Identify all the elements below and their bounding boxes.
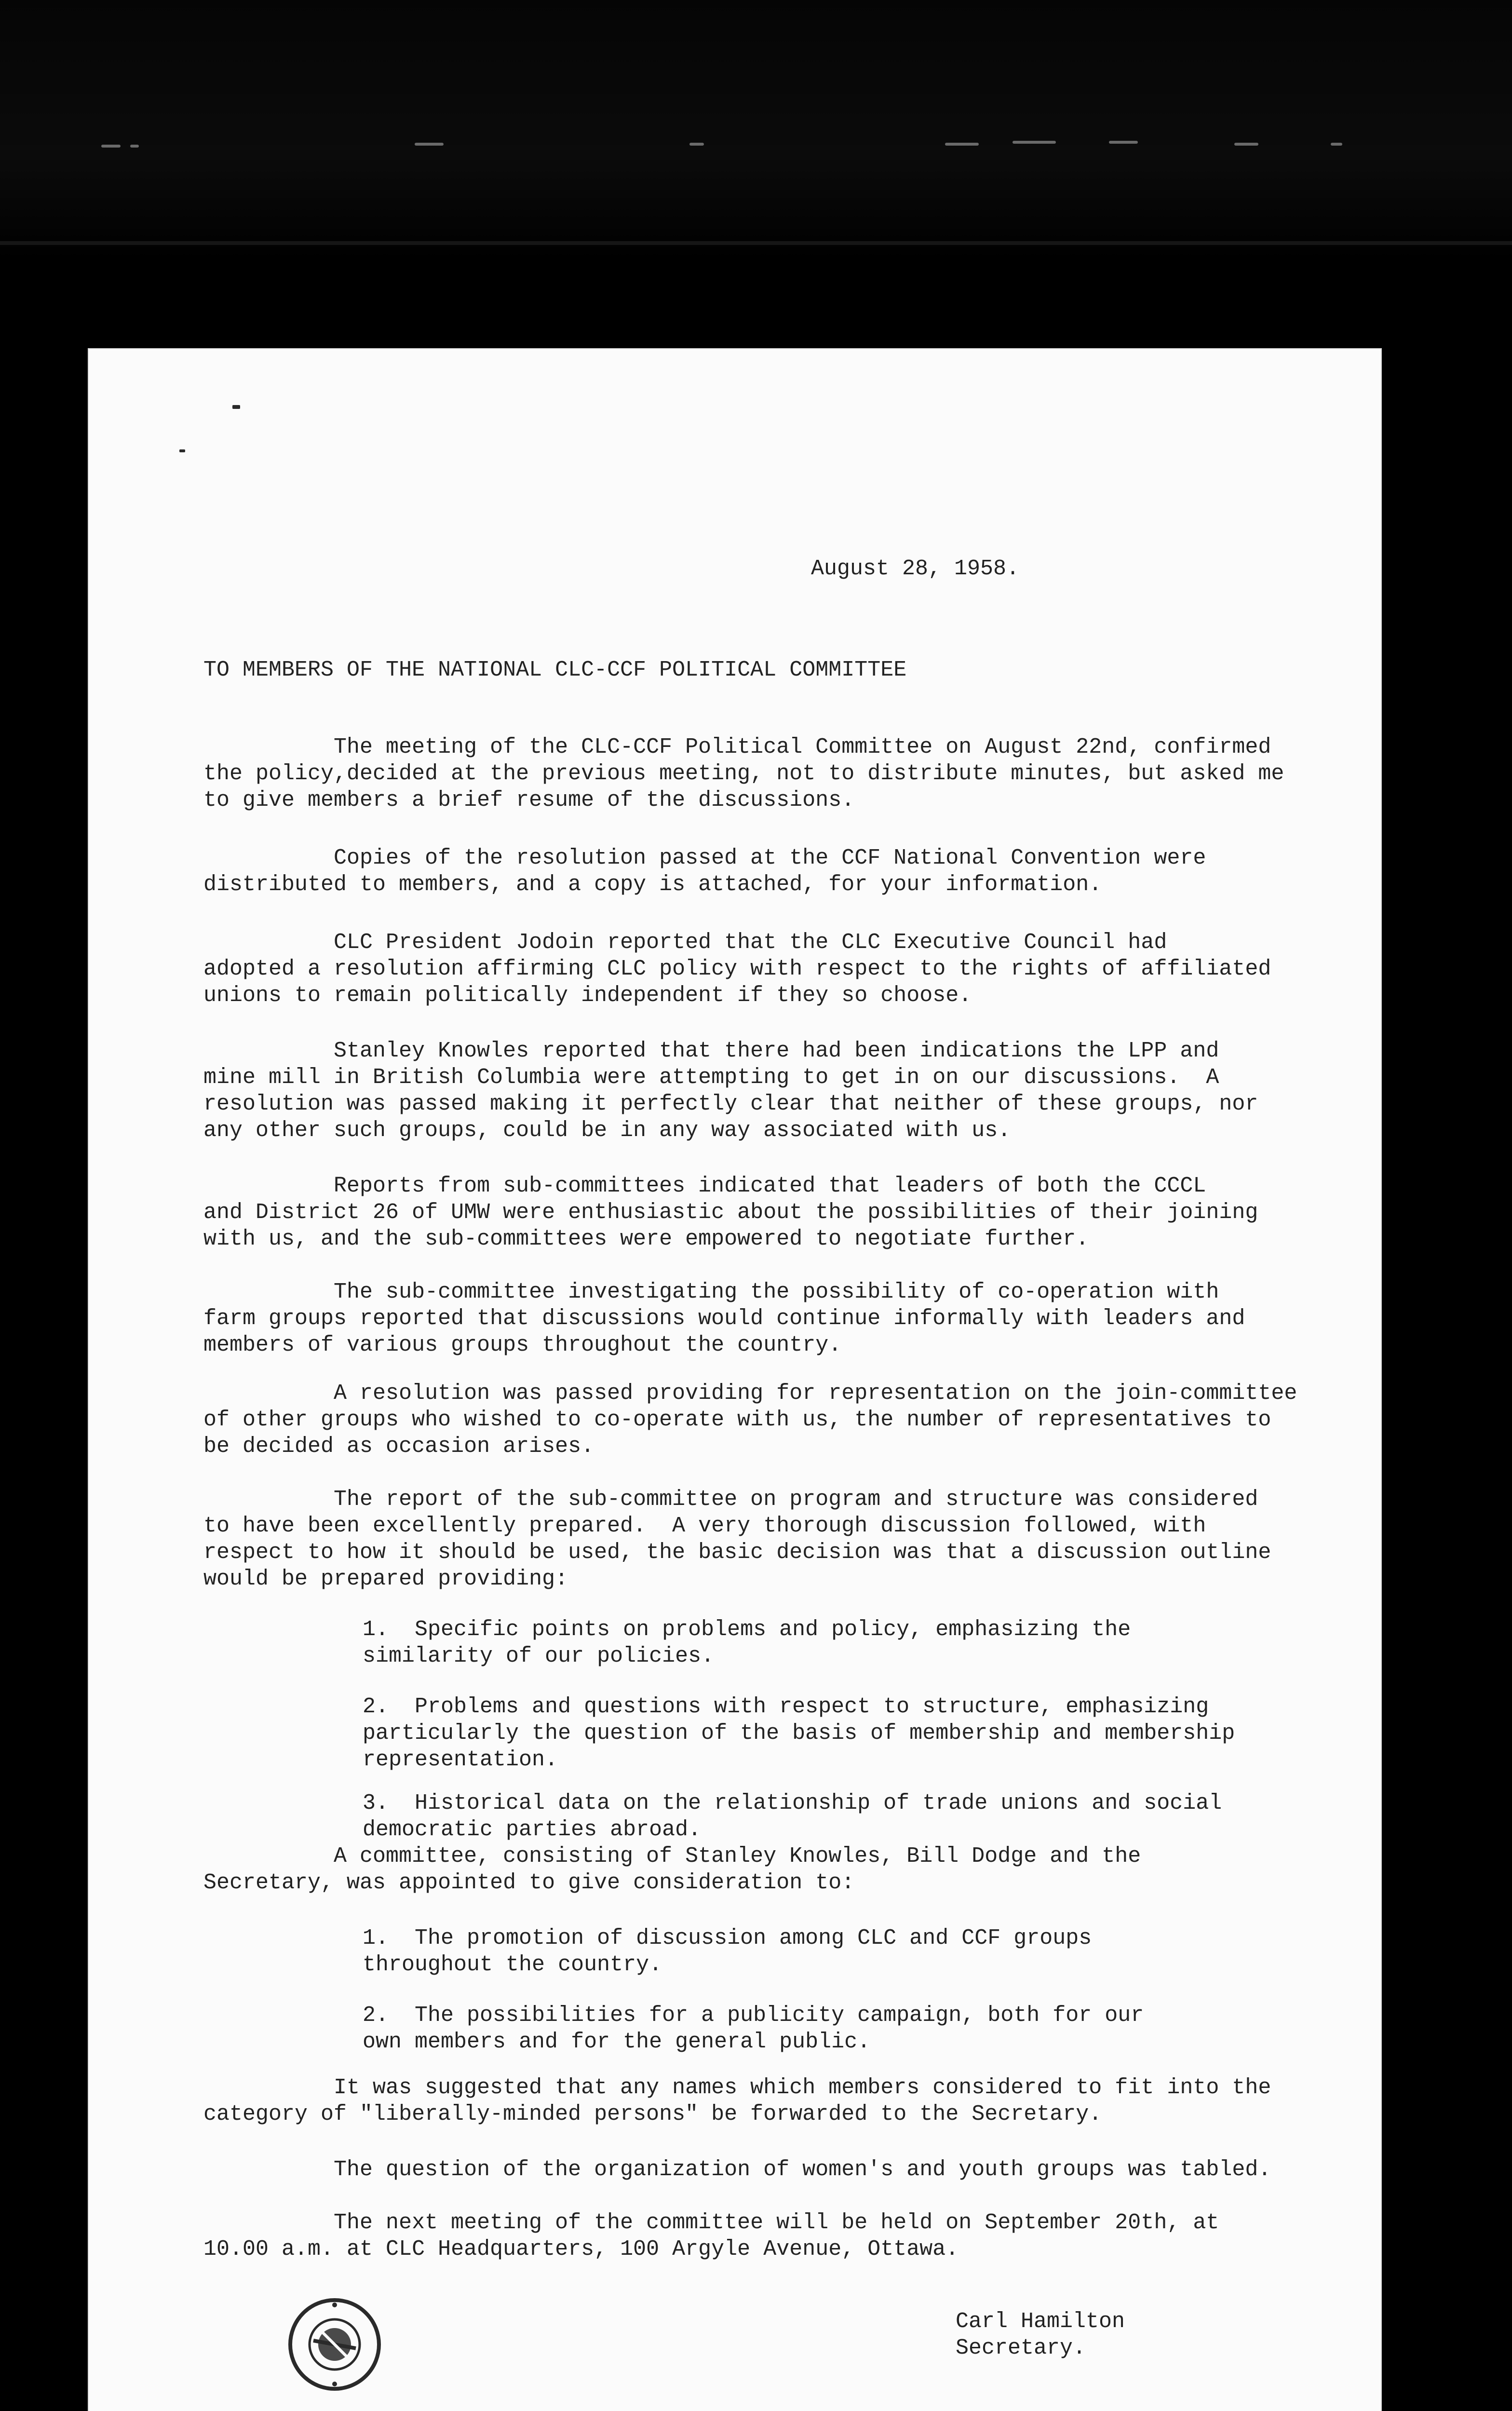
letter-date: August 28, 1958. bbox=[811, 556, 1020, 581]
letter-heading: TO MEMBERS OF THE NATIONAL CLC-CCF POLITICAL COMMITTEE bbox=[203, 658, 907, 682]
paragraph-committee: A committee, consisting of Stanley Knowles, Bill Dodge and the Secretary, was appointed to give consideration to: bbox=[203, 1844, 1141, 1895]
letter-page bbox=[88, 348, 1382, 2411]
film-speck bbox=[1012, 141, 1056, 144]
film-speck bbox=[945, 143, 979, 146]
paragraph-copies: Copies of the resolution passed at the CCF National Convention were distributed to members, and a copy is attached, for your information. bbox=[203, 846, 1206, 897]
signature-name: Carl Hamilton bbox=[956, 2309, 1125, 2334]
paragraph-next-meeting: The next meeting of the committee will be held on September 20th, at 10.00 a.m. at CLC Headquarters, 100 Argyle Avenue, Ottawa. bbox=[203, 2210, 1219, 2262]
outline-item-1: 1. Specific points on problems and policy, emphasizing the similarity of our policies. bbox=[363, 1617, 1131, 1668]
paragraph-sub-committees: Reports from sub-committees indicated that leaders of both the CCCL and District 26 of UMW were enthusiastic about the possibilities of their joining with us, and the sub-committees were empowered to negotiate further. bbox=[203, 1174, 1258, 1251]
paragraph-representation: A resolution was passed providing for representation on the join-committee of other groups who wished to co-operate with us, the number of representatives to be decided as occasion arises. bbox=[203, 1381, 1297, 1459]
page-speck bbox=[232, 405, 240, 409]
film-speck bbox=[1331, 143, 1342, 146]
paragraph-knowles: Stanley Knowles reported that there had been indications the LPP and mine mill in British Columbia were attempting to get in on our discussions. A resolution was passed making it perfectly clear that neither of these groups, nor any other such groups, could be in any way associated with us. bbox=[203, 1039, 1258, 1143]
signature-block bbox=[956, 2308, 1125, 2361]
film-speck bbox=[1234, 143, 1258, 146]
film-top-band bbox=[0, 0, 1512, 260]
paragraph-farm-groups: The sub-committee investigating the possibility of co-operation with farm groups reported that discussions would continue informally with leaders and members of various groups throughout the country. bbox=[203, 1280, 1245, 1357]
film-speck bbox=[689, 143, 704, 146]
paragraph-names: It was suggested that any names which members considered to fit into the category of "liberally-minded persons" be forwarded to the Secretary. bbox=[203, 2075, 1271, 2127]
paragraph-meeting: The meeting of the CLC-CCF Political Committee on August 22nd, confirmed the policy,decided at the previous meeting, not to distribute minutes, but asked me to give members a brief resume of the discussions. bbox=[203, 735, 1284, 813]
paragraph-women-youth: The question of the organization of women's and youth groups was tabled. bbox=[203, 2157, 1271, 2182]
committee-item-1: 1. The promotion of discussion among CLC and CCF groups throughout the country. bbox=[363, 1926, 1092, 1977]
union-label-stamp bbox=[286, 2296, 383, 2393]
paragraph-jodoin: CLC President Jodoin reported that the CLC Executive Council had adopted a resolution affirming CLC policy with respect to the rights of affiliated unions to remain politically independent if they so choose. bbox=[203, 930, 1271, 1008]
film-speck bbox=[1109, 141, 1138, 144]
outline-item-2: 2. Problems and questions with respect to structure, emphasizing particularly the question of the basis of membership and membership representation. bbox=[363, 1694, 1235, 1772]
outline-item-3: 3. Historical data on the relationship of trade unions and social democratic parties abroad. bbox=[363, 1791, 1222, 1842]
committee-item-2: 2. The possibilities for a publicity campaign, both for our own members and for the general public. bbox=[363, 2003, 1144, 2054]
paragraph-program-structure: The report of the sub-committee on program and structure was considered to have been excellently prepared. A very thorough discussion followed, with respect to how it should be used, the basic decision was that a discussion outline would be prepared providing: bbox=[203, 1487, 1271, 1591]
film-speck bbox=[415, 143, 444, 146]
film-speck bbox=[101, 145, 121, 148]
film-edge-line bbox=[0, 241, 1512, 245]
signature-title: Secretary. bbox=[956, 2336, 1086, 2360]
film-speck bbox=[130, 145, 139, 148]
page-speck bbox=[179, 449, 185, 452]
